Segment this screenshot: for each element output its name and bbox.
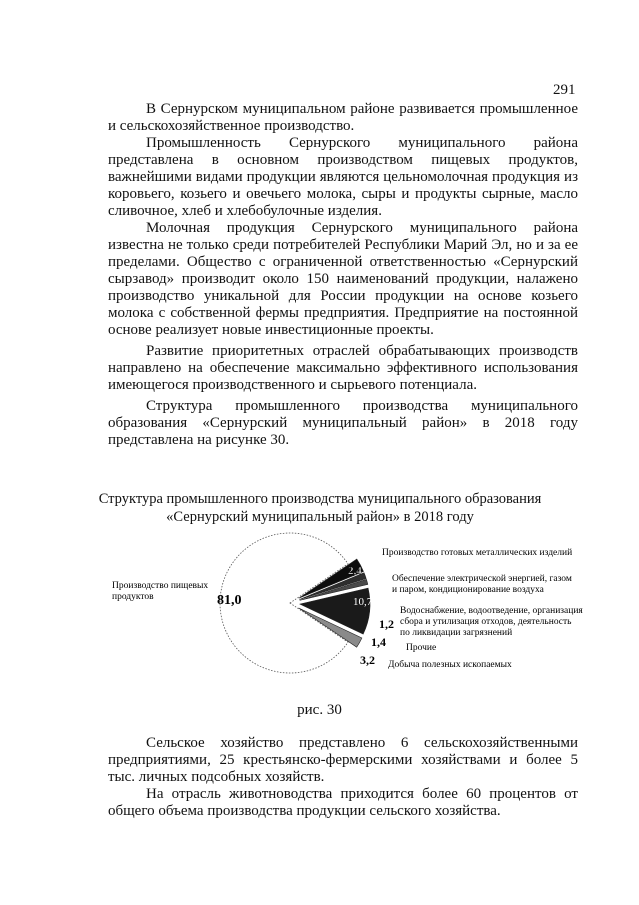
paragraph: На отрасль животноводства приходится более 60 процентов от общего объема производства продукции сельского хозяйства.	[108, 786, 578, 819]
body-text-bottom	[108, 735, 578, 820]
body-text-top	[108, 101, 578, 449]
paragraph: Молочная продукция Сернурского муниципального района известна не только среди потребителей Республики Марий Эл, но и за ее пределами. Общество с ограниченной ответственностью «Сернурский сырзавод» производит около 150 наименований продукции, налажено производство уникальной для России продукции на основе козьего молока с собственной фермы предприятия. Предприятие на постоянной основе реализует новые инвестиционные проекты.	[108, 220, 578, 338]
legend-label-food: продуктов	[112, 592, 154, 602]
paragraph: Сельское хозяйство представлено 6 сельскохозяйственными предприятиями, 25 крестьянско-фермерскими хозяйствами и более 5 тыс. личных подсобных хозяйств.	[108, 735, 578, 785]
legend-label-food: Производство пищевых	[112, 581, 209, 591]
figure-title-line: «Сернурский муниципальный район» в 2018 году	[166, 509, 474, 525]
legend-label-energy: Обеспечение электрической энергией, газом	[392, 574, 572, 584]
data-label-other: 1,4	[371, 635, 386, 649]
data-label-metal: 2,4	[348, 565, 362, 577]
data-label-mining: 3,2	[360, 653, 375, 667]
page-number: 291	[553, 82, 576, 98]
data-label-water: 1,2	[379, 617, 394, 631]
pie-chart	[60, 528, 620, 698]
legend-label-water: Водоснабжение, водоотведение, организация	[400, 606, 583, 616]
paragraph: Развитие приоритетных отраслей обрабатывающих производств направлено на обеспечение максимально эффективного использования имеющегося производственного и сырьевого потенциала.	[108, 343, 578, 393]
pie-slices	[220, 533, 370, 673]
legend-label-water: по ликвидации загрязнений	[400, 628, 513, 638]
paragraph: Промышленность Сернурского муниципального района представлена в основном производством пищевых продуктов, важнейшими видами продукции являются цельномолочная продукция из коровьего, козьего и овечьего молока, сыры и продукты сырные, масло сливочное, хлеб и хлебобулочные изделия.	[108, 135, 578, 219]
figure-title-line: Структура промышленного производства муниципального образования	[98, 491, 542, 507]
legend-label-mining: Добыча полезных ископаемых	[388, 660, 512, 670]
paragraph: В Сернурском муниципальном районе развивается промышленное и сельскохозяйственное производство.	[108, 101, 578, 134]
legend-label-other: Прочие	[406, 643, 437, 653]
data-label-energy: 10,7	[353, 596, 373, 608]
legend-label-water: сбора и утилизация отходов, деятельность	[400, 617, 572, 627]
legend-label-energy: и паром, кондиционирование воздуха	[392, 585, 544, 595]
figure-caption: рис. 30	[297, 702, 342, 718]
figure-title	[60, 490, 580, 526]
legend-label-metal: Производство готовых металлических изделий	[382, 548, 573, 558]
data-label-food: 81,0	[217, 593, 242, 608]
paragraph: Структура промышленного производства муниципального образования «Сернурский муниципальный район» в 2018 году представлена на рисунке 30.	[108, 398, 578, 448]
